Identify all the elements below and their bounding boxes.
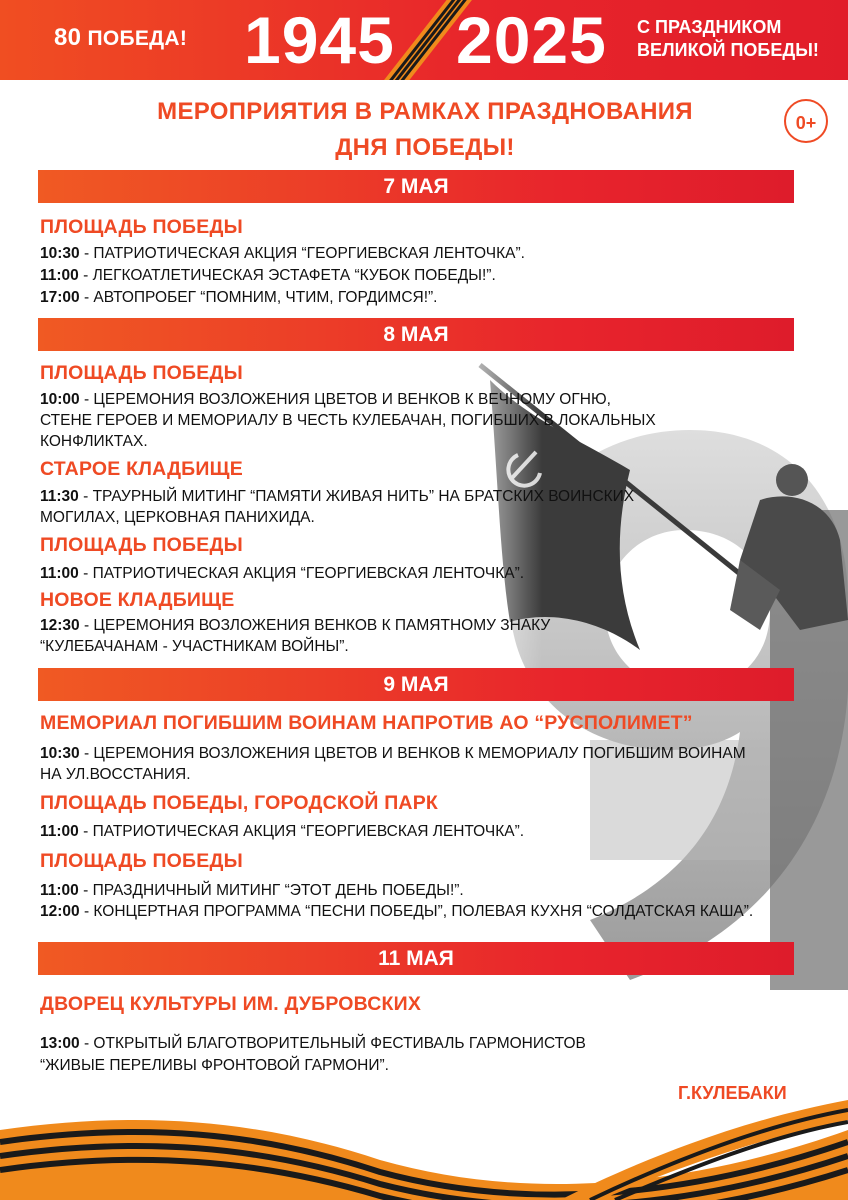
event-line — [40, 615, 550, 636]
event-text: - ЦЕРЕМОНИЯ ВОЗЛОЖЕНИЯ ЦВЕТОВ И ВЕНКОВ К ВЕЧНОМУ ОГНЮ, — [79, 391, 611, 408]
event-line — [40, 243, 525, 264]
event-line — [40, 265, 496, 286]
event-time: 11:00 — [40, 882, 79, 899]
anniversary-text: ПОБЕДА! — [87, 27, 188, 50]
event-text: - ПАТРИОТИЧЕСКАЯ АКЦИЯ “ГЕОРГИЕВСКАЯ ЛЕНТОЧКА”. — [78, 565, 525, 582]
event-line — [40, 1033, 586, 1054]
venue-title: ПЛОЩАДЬ ПОБЕДЫ — [40, 362, 243, 384]
day-header-7-may: 7 МАЯ — [38, 170, 794, 203]
event-line — [40, 486, 634, 507]
event-line — [40, 287, 438, 308]
event-line-cont: “КУЛЕБАЧАНАМ - УЧАСТНИКАМ ВОЙНЫ”. — [40, 638, 349, 655]
event-text: - ЛЕГКОАТЛЕТИЧЕСКАЯ ЭСТАФЕТА “КУБОК ПОБЕДЫ!”. — [78, 267, 496, 284]
venue-title: ПЛОЩАДЬ ПОБЕДЫ — [40, 534, 243, 556]
event-text: - ЦЕРЕМОНИЯ ВОЗЛОЖЕНИЯ ВЕНКОВ К ПАМЯТНОМУ ЗНАКУ — [79, 617, 551, 634]
event-line — [40, 880, 464, 901]
event-text: - ЦЕРЕМОНИЯ ВОЗЛОЖЕНИЯ ЦВЕТОВ И ВЕНКОВ К МЕМОРИАЛУ ПОГИБШИМ ВОИНАМ — [79, 745, 746, 762]
page-title — [100, 94, 750, 166]
year-start: 1945 — [244, 3, 395, 77]
venue-title: МЕМОРИАЛ ПОГИБШИМ ВОИНАМ НАПРОТИВ АО “РУСПОЛИМЕТ” — [40, 712, 693, 734]
venue-title: СТАРОЕ КЛАДБИЩЕ — [40, 458, 243, 480]
event-time: 17:00 — [40, 289, 80, 306]
event-time: 11:00 — [40, 823, 79, 840]
event-line-cont: НА УЛ.ВОССТАНИЯ. — [40, 766, 191, 783]
event-text: - КОНЦЕРТНАЯ ПРОГРАММА “ПЕСНИ ПОБЕДЫ”, ПОЛЕВАЯ КУХНЯ “СОЛДАТСКАЯ КАША”. — [79, 903, 754, 920]
title-line-2: ДНЯ ПОБЕДЫ! — [335, 134, 515, 161]
event-time: 11:00 — [40, 565, 79, 582]
event-time: 12:00 — [40, 903, 80, 920]
day-header-9-may: 9 МАЯ — [38, 668, 794, 701]
event-text: - ПАТРИОТИЧЕСКАЯ АКЦИЯ “ГЕОРГИЕВСКАЯ ЛЕНТОЧКА”. — [78, 823, 525, 840]
event-line — [40, 563, 524, 584]
event-line — [40, 821, 524, 842]
greeting — [637, 16, 819, 62]
greeting-line-2: ВЕЛИКОЙ ПОБЕДЫ! — [637, 40, 819, 60]
event-text: - ПАТРИОТИЧЕСКАЯ АКЦИЯ “ГЕОРГИЕВСКАЯ ЛЕНТОЧКА”. — [79, 245, 525, 262]
event-time: 10:00 — [40, 391, 80, 408]
event-line-cont: “ЖИВЫЕ ПЕРЕЛИВЫ ФРОНТОВОЙ ГАРМОНИ”. — [40, 1057, 389, 1074]
event-time: 11:30 — [40, 488, 79, 505]
event-text: - ТРАУРНЫЙ МИТИНГ “ПАМЯТИ ЖИВАЯ НИТЬ” НА БРАТСКИХ ВОИНСКИХ — [78, 488, 635, 505]
event-text: - АВТОПРОБЕГ “ПОМНИМ, ЧТИМ, ГОРДИМСЯ!”. — [79, 289, 438, 306]
event-time: 10:30 — [40, 745, 80, 762]
venue-title: ДВОРЕЦ КУЛЬТУРЫ ИМ. ДУБРОВСКИХ — [40, 993, 422, 1015]
city-name: Г.КУЛЕБАКИ — [678, 1083, 787, 1103]
event-time: 11:00 — [40, 267, 79, 284]
year-end: 2025 — [456, 3, 607, 77]
event-line-cont: СТЕНЕ ГЕРОЕВ И МЕМОРИАЛУ В ЧЕСТЬ КУЛЕБАЧАН, ПОГИБШИХ В ЛОКАЛЬНЫХ — [40, 412, 656, 429]
event-line — [40, 743, 746, 764]
day-header-11-may: 11 МАЯ — [38, 942, 794, 975]
event-line — [40, 901, 753, 922]
venue-title: НОВОЕ КЛАДБИЩЕ — [40, 589, 235, 611]
venue-title: ПЛОЩАДЬ ПОБЕДЫ — [40, 216, 243, 238]
age-rating-badge: 0+ — [784, 99, 828, 143]
header-banner — [0, 0, 848, 80]
venue-title: ПЛОЩАДЬ ПОБЕДЫ, ГОРОДСКОЙ ПАРК — [40, 792, 438, 814]
event-time: 12:30 — [40, 617, 80, 634]
event-text: - ОТКРЫТЫЙ БЛАГОТВОРИТЕЛЬНЫЙ ФЕСТИВАЛЬ ГАРМОНИСТОВ — [79, 1035, 586, 1052]
event-text: - ПРАЗДНИЧНЫЙ МИТИНГ “ЭТОТ ДЕНЬ ПОБЕДЫ!”. — [78, 882, 464, 899]
event-line-cont: МОГИЛАХ, ЦЕРКОВНАЯ ПАНИХИДА. — [40, 509, 315, 526]
event-time: 10:30 — [40, 245, 80, 262]
day-header-8-may: 8 МАЯ — [38, 318, 794, 351]
st-george-ribbon-footer-icon — [0, 1090, 848, 1200]
venue-title: ПЛОЩАДЬ ПОБЕДЫ — [40, 850, 243, 872]
event-line-cont: КОНФЛИКТАХ. — [40, 433, 148, 450]
event-time: 13:00 — [40, 1035, 80, 1052]
anniversary-label — [54, 24, 187, 52]
anniversary-number: 80 — [54, 24, 82, 51]
event-line — [40, 389, 611, 410]
title-line-1: МЕРОПРИЯТИЯ В РАМКАХ ПРАЗДНОВАНИЯ — [157, 98, 693, 125]
greeting-line-1: С ПРАЗДНИКОМ — [637, 17, 782, 37]
